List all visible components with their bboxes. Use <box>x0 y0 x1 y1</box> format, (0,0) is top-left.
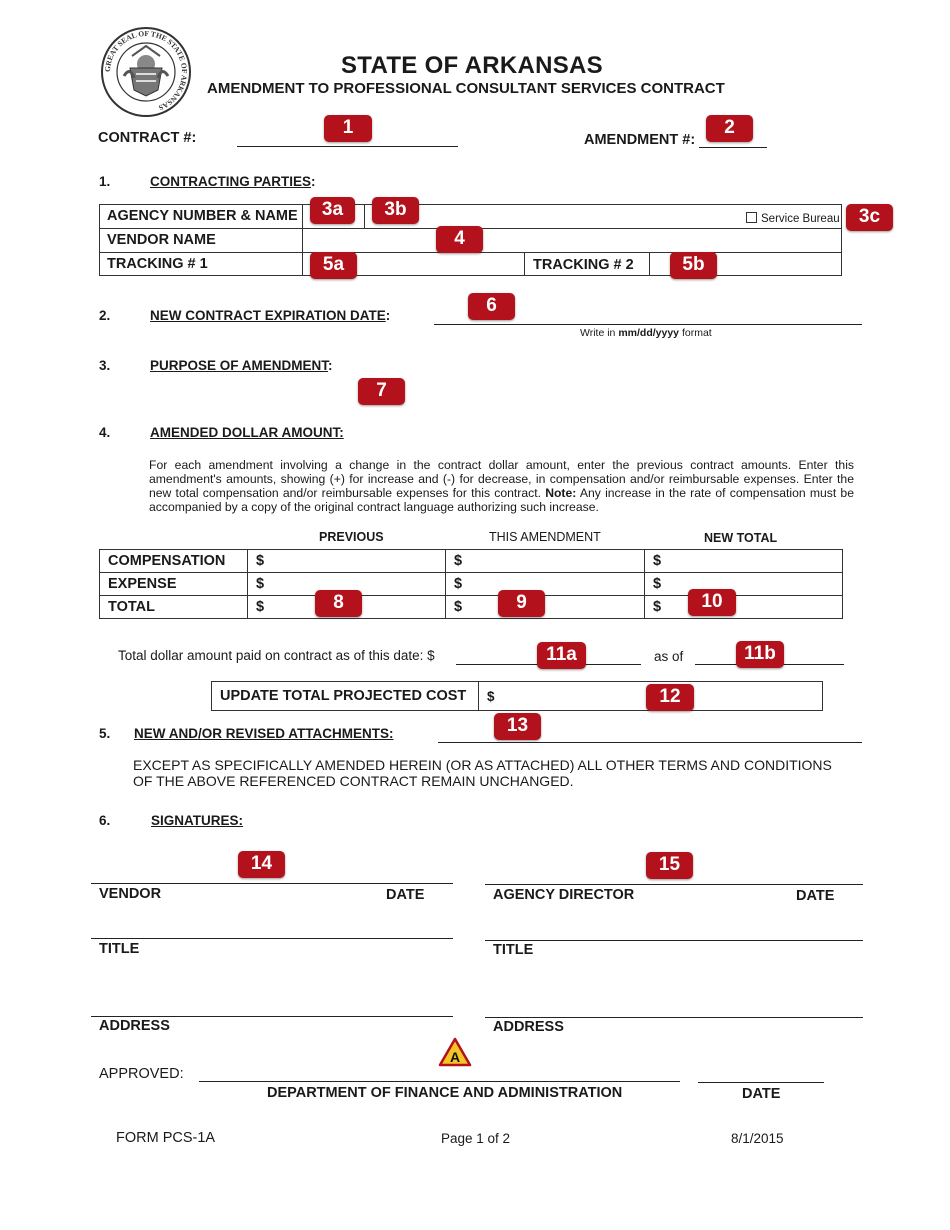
badge-1: 1 <box>324 115 372 142</box>
compensation-new-total[interactable] <box>645 550 843 573</box>
date-hint-post: format <box>679 327 712 339</box>
tracking-divider-1 <box>524 252 525 276</box>
purpose-field[interactable] <box>150 378 850 408</box>
badge-7: 7 <box>358 378 405 405</box>
header-this-amendment: THIS AMENDMENT <box>489 530 601 544</box>
approved-label: APPROVED: <box>99 1066 184 1082</box>
section-1-title <box>150 174 316 189</box>
badge-10: 10 <box>688 589 736 616</box>
contract-number-field[interactable] <box>237 146 458 147</box>
page-subtitle: AMENDMENT TO PROFESSIONAL CONSULTANT SERVICES CONTRACT <box>207 80 725 97</box>
vendor-name-label: VENDOR NAME <box>107 232 216 248</box>
currency-symbol: $ <box>256 576 265 592</box>
date-hint-format: mm/dd/yyyy <box>618 327 680 339</box>
dfa-label: DEPARTMENT OF FINANCE AND ADMINISTRATION <box>267 1085 623 1101</box>
amount-row-compensation <box>100 550 843 573</box>
amount-note-text: Any increase in the rate of compensation must be accompanied by a copy of the original contract language authorizing such increase. <box>149 486 854 514</box>
seal-text: GREAT SEAL OF THE STATE OF ARKANSAS <box>102 28 190 113</box>
section-1-title-text: CONTRACTING PARTIES <box>150 174 311 189</box>
expense-new-total[interactable] <box>645 573 843 596</box>
section-2-title <box>150 308 390 323</box>
section-2-title-text: NEW CONTRACT EXPIRATION DATE <box>150 308 386 323</box>
approved-signature-line[interactable] <box>199 1081 680 1082</box>
attachments-field[interactable] <box>438 742 862 743</box>
badge-11b: 11b <box>736 641 784 668</box>
state-seal <box>100 26 192 118</box>
row-label-compensation: COMPENSATION <box>100 550 248 573</box>
badge-14: 14 <box>238 851 285 878</box>
badge-3c: 3c <box>846 204 893 231</box>
currency-symbol: $ <box>256 599 265 615</box>
vendor-signature-line[interactable] <box>91 883 453 884</box>
section-3-colon: : <box>328 358 333 373</box>
badge-3a: 3a <box>310 197 355 224</box>
agency-director-date-label: DATE <box>796 888 835 904</box>
vendor-address-label: ADDRESS <box>99 1018 170 1034</box>
agency-director-label: AGENCY DIRECTOR <box>493 887 635 903</box>
projected-currency: $ <box>487 689 495 704</box>
total-new-total[interactable] <box>645 596 843 619</box>
section-1-number: 1. <box>99 174 111 189</box>
agency-title-label: TITLE <box>493 942 534 958</box>
section-4-title: AMENDED DOLLAR AMOUNT: <box>150 425 344 440</box>
expiration-date-field[interactable] <box>434 324 862 325</box>
badge-5a: 5a <box>310 252 357 279</box>
badge-2: 2 <box>706 115 753 142</box>
badge-3b: 3b <box>372 197 419 224</box>
approved-date-line[interactable] <box>698 1082 824 1083</box>
badge-6: 6 <box>468 293 515 320</box>
form-number: FORM PCS-1A <box>116 1130 216 1146</box>
approved-date-label: DATE <box>742 1086 781 1102</box>
currency-symbol: $ <box>454 553 463 569</box>
expense-this-amendment[interactable] <box>446 573 645 596</box>
badge-11a: 11a <box>537 642 586 669</box>
vendor-address-line[interactable] <box>91 1016 453 1017</box>
total-this-amendment[interactable] <box>446 596 645 619</box>
currency-symbol: $ <box>454 576 463 592</box>
section-3-title <box>150 358 333 373</box>
compensation-previous[interactable] <box>248 550 446 573</box>
vendor-title-line[interactable] <box>91 938 453 939</box>
contract-number-label: CONTRACT #: <box>98 130 197 146</box>
section-6-title: SIGNATURES: <box>151 813 244 828</box>
section-5-number: 5. <box>99 726 111 741</box>
agency-title-line[interactable] <box>485 940 863 941</box>
projected-cost-label: UPDATE TOTAL PROJECTED COST <box>220 688 467 704</box>
projected-cost-divider <box>478 681 479 711</box>
vendor-name-field[interactable] <box>303 229 841 251</box>
service-bureau-checkbox[interactable] <box>746 212 757 223</box>
badge-9: 9 <box>498 590 545 617</box>
paid-to-date-label: Total dollar amount paid on contract as of this date: $ <box>118 648 435 663</box>
section-4-number: 4. <box>99 425 111 440</box>
badge-5b: 5b <box>670 252 717 279</box>
agency-director-signature-line[interactable] <box>485 884 863 885</box>
section-1-colon: : <box>311 174 316 189</box>
currency-symbol: $ <box>653 599 662 615</box>
tracking-2-label: TRACKING # 2 <box>533 257 634 273</box>
vendor-title-label: TITLE <box>99 941 140 957</box>
page-number: Page 1 of 2 <box>441 1131 511 1146</box>
page-title: STATE OF ARKANSAS <box>341 52 603 79</box>
as-of-label: as of <box>654 649 684 664</box>
form-date: 8/1/2015 <box>731 1131 784 1146</box>
except-clause: EXCEPT AS SPECIFICALLY AMENDED HEREIN (OR AS ATTACHED) ALL OTHER TERMS AND CONDITIONS OF THE ABOVE REFERENCED CONTRACT REMAIN UNCHANGED. <box>133 757 832 789</box>
currency-symbol: $ <box>256 553 265 569</box>
currency-symbol: $ <box>653 553 662 569</box>
amount-note-label: Note: <box>545 486 577 500</box>
agency-address-label: ADDRESS <box>493 1019 564 1035</box>
badge-15: 15 <box>646 852 693 879</box>
amendment-number-label: AMENDMENT #: <box>584 132 696 148</box>
date-hint-pre: Write in <box>580 327 619 339</box>
compensation-this-amendment[interactable] <box>446 550 645 573</box>
currency-symbol: $ <box>454 599 463 615</box>
badge-8: 8 <box>315 590 362 617</box>
section-6-number: 6. <box>99 813 111 828</box>
badge-4: 4 <box>436 226 483 253</box>
amendment-number-field[interactable] <box>699 147 767 148</box>
warning-letter: A <box>449 1049 461 1065</box>
date-format-hint <box>580 327 712 339</box>
amount-instructions <box>149 458 854 514</box>
row-label-expense: EXPENSE <box>100 573 248 596</box>
service-bureau-option[interactable] <box>746 212 840 225</box>
badge-13: 13 <box>494 713 541 740</box>
section-3-number: 3. <box>99 358 111 373</box>
header-previous: PREVIOUS <box>319 530 384 544</box>
vendor-date-label: DATE <box>386 887 425 903</box>
agency-label: AGENCY NUMBER & NAME <box>107 208 298 224</box>
warning-icon <box>438 1037 472 1067</box>
currency-symbol: $ <box>653 576 662 592</box>
section-2-number: 2. <box>99 308 111 323</box>
agency-address-line[interactable] <box>485 1017 863 1018</box>
tracking-1-label: TRACKING # 1 <box>107 256 208 272</box>
badge-12: 12 <box>646 684 694 711</box>
service-bureau-label: Service Bureau <box>761 213 840 225</box>
section-2-colon: : <box>385 308 391 323</box>
header-new-total: NEW TOTAL <box>704 531 778 545</box>
amount-instructions-text: For each amendment involving a change in the contract dollar amount, enter the previous contract amounts. Enter this amendment's amounts, showing (+) for increase and (-) for decrease, in compensation and/or reimbursable expenses. Enter the new total compensation and/or reimbursable expenses for this contract. <box>149 458 854 500</box>
vendor-label: VENDOR <box>99 886 162 902</box>
section-5-title: NEW AND/OR REVISED ATTACHMENTS: <box>134 726 394 741</box>
row-label-total: TOTAL <box>100 596 248 619</box>
section-3-title-text: PURPOSE OF AMENDMENT <box>150 358 329 373</box>
agency-name-field[interactable] <box>365 205 735 227</box>
